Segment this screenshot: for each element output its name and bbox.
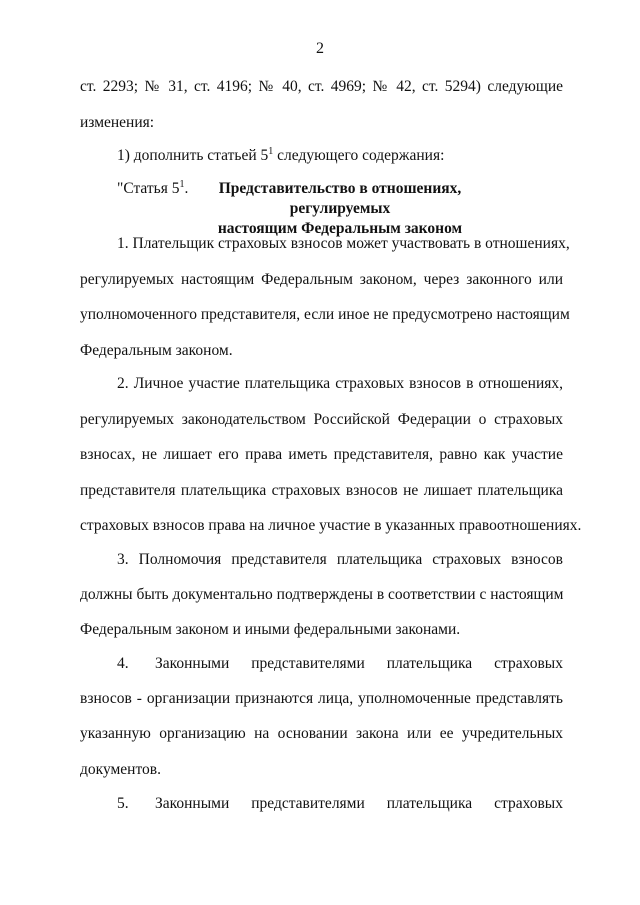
amendment-text: 1) дополнить статьей 5 [117, 147, 269, 164]
p4-line-1 [155, 654, 563, 674]
p5-word-4: страховых [494, 795, 563, 812]
p4-line-4: документов. [80, 761, 161, 778]
p4-line-2: взносов - организации признаются лица, уполномоченные представлять [80, 690, 563, 707]
article-title-line-1: Представительство в отношениях, регулируемых [218, 180, 462, 217]
article-label-tail: . [184, 180, 189, 197]
p3-line-3: Федеральным законом и иными федеральными законами. [80, 621, 461, 638]
p3-line-1: 3. Полномочия представителя плательщика страховых взносов [117, 551, 563, 568]
p5-word-1: Законными [155, 795, 230, 812]
page-number: 2 [316, 40, 324, 57]
article-title-line-2: настоящим Федеральным законом [217, 220, 463, 237]
amendment-superscript: 1 [268, 145, 274, 157]
p3-line-2: должны быть документально подтверждены в соответствии с настоящим [80, 586, 564, 603]
p4-word-1: Законными [155, 655, 230, 672]
p2-line-2: регулируемых законодательством Российской Федерации о страховых [80, 411, 563, 428]
article-title [180, 179, 500, 239]
p5-number: 5. [117, 795, 129, 812]
amendment-tail: следующего содержания: [273, 147, 445, 164]
intro-line-2: изменения: [80, 114, 155, 131]
p2-line-5: страховых взносов права на личное участие в указанных правоотношениях. [80, 517, 582, 534]
p4-line-3: указанную организацию на основании закона или ее учредительных [80, 725, 563, 742]
p4-word-4: страховых [494, 655, 563, 672]
p2-line-3: взносах, не лишает его права иметь представителя, равно как участие [80, 446, 563, 463]
p5-line-1 [155, 794, 563, 814]
amendment-line [117, 146, 563, 166]
p1-line-1: 1. Плательщик страховых взносов может участвовать в отношениях, [117, 235, 570, 252]
p2-line-1: 2. Личное участие плательщика страховых взносов в отношениях, [117, 375, 563, 392]
p5-word-2: представителями [251, 795, 365, 812]
p5-word-3: плательщика [386, 795, 473, 812]
p1-line-2: регулируемых настоящим Федеральным законом, через законного или [80, 271, 563, 288]
article-label [117, 179, 188, 199]
p4-number: 4. [117, 655, 129, 672]
article-label-superscript: 1 [179, 178, 185, 190]
p4-word-2: представителями [251, 655, 365, 672]
p1-line-4: Федеральным законом. [80, 342, 233, 359]
p1-line-3: уполномоченного представителя, если иное не предусмотрено настоящим [80, 306, 570, 323]
intro-line-1: ст. 2293; № 31, ст. 4196; № 40, ст. 4969; № 42, ст. 5294) следующие [80, 78, 563, 95]
p2-line-4: представителя плательщика страховых взносов не лишает плательщика [80, 482, 563, 499]
article-label-text: "Статья 5 [117, 180, 180, 197]
p4-word-3: плательщика [386, 655, 473, 672]
